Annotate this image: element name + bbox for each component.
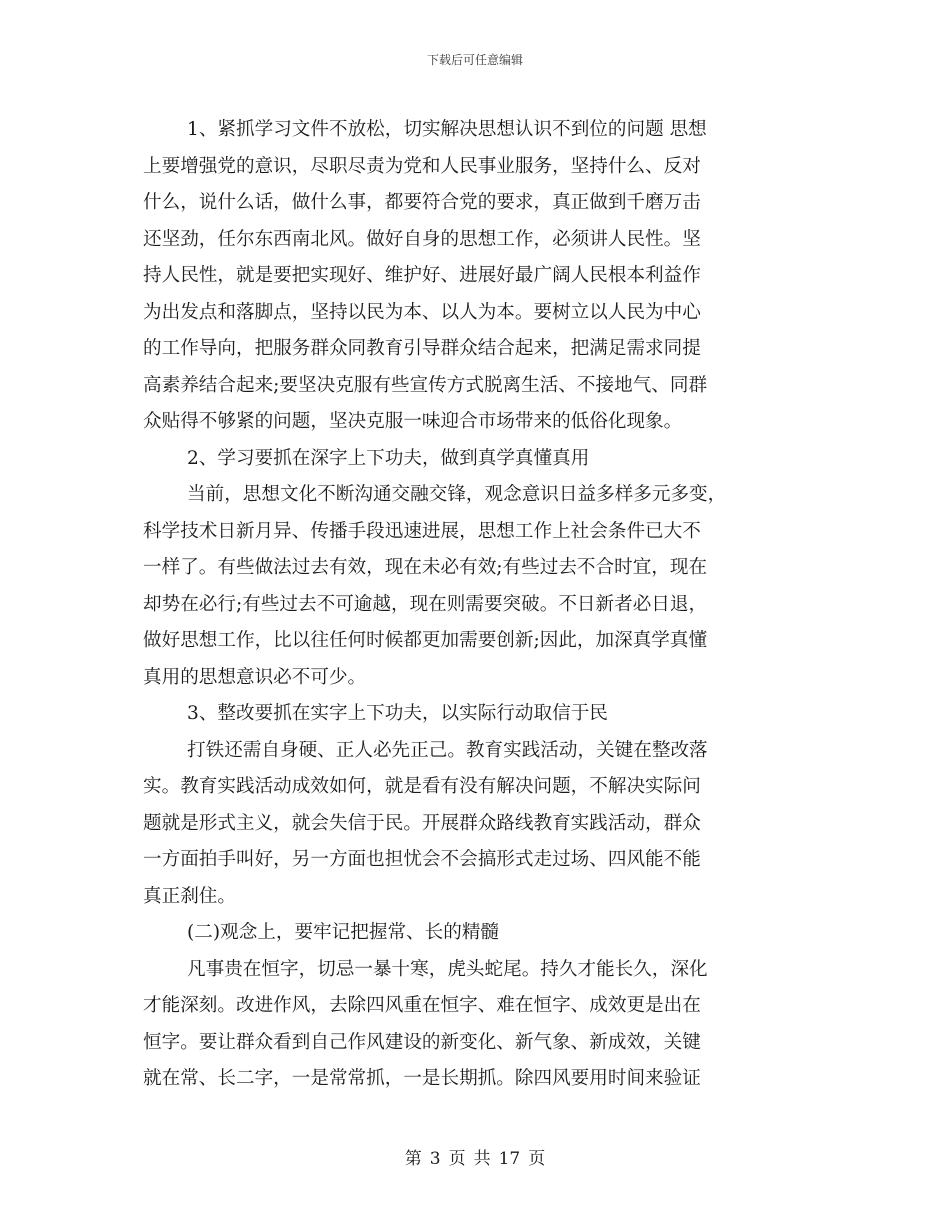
text-line: 什么，说什么话，做什么事，都要符合党的要求，真正做到千磨万击 [143, 192, 701, 213]
text-line: 持人民性，就是要把实现好、维护好、进展好最广阔人民根本利益作 [143, 265, 701, 286]
text-line: 一方面拍手叫好，另一方面也担忧会不会搞形式走过场、四风能不能 [143, 849, 701, 870]
text-line: 就在常、长二字，一是常常抓，一是长期抓。除四风要用时间来验证 [143, 1068, 701, 1089]
text-line: 恒字。要让群众看到自己作风建设的新变化、新气象、新成效，关键 [143, 1031, 701, 1053]
text-line: 真用的思想意识必不可少。 [143, 666, 367, 688]
text-line: 当前，思想文化不断沟通交融交锋，观念意识日益多样多元多变， [187, 484, 727, 505]
page-footer [0, 1148, 950, 1170]
text-line: 实。教育实践活动成效如何，就是看有没有解决问题，不解决实际问 [143, 776, 701, 797]
text-line: 才能深刻。改进作风，去除四风重在恒字、难在恒字、成效更是出在 [143, 995, 701, 1016]
text-line: 高素养结合起来;要坚决克服有些宣传方式脱离生活、不接地气、同群 [143, 374, 708, 396]
footer-gong: 共 [473, 1149, 491, 1169]
text-line: 的工作导向，把服务群众同教育引导群众结合起来，把满足需求同提 [143, 338, 701, 359]
text-line: 为出发点和落脚点，坚持以民为本、以人为本。要树立以人民为中心 [143, 301, 701, 323]
text-line: (二)观念上，要牢记把握常、长的精髓 [187, 922, 500, 943]
text-line: 却势在必行;有些过去不可逾越，现在则需要突破。不日新者必日退， [143, 593, 708, 615]
footer-page-number: 3 [429, 1149, 441, 1169]
text-line: 凡事贵在恒字，切忌一暴十寒，虎头蛇尾。持久才能长久，深化 [187, 958, 708, 980]
text-line: 3、整改要抓在实字上下功夫，以实际行动取信于民 [187, 703, 608, 724]
text-line: 众贴得不够紧的问题，坚决克服一味迎合市场带来的低俗化现象。 [143, 411, 683, 432]
text-line: 上要增强党的意识，尽职尽责为党和人民事业服务，坚持什么、反对 [143, 155, 701, 177]
text-line: 做好思想工作，比以往任何时候都更加需要创新;因此，加深真学真懂 [143, 630, 708, 651]
footer-ye-2: 页 [528, 1149, 546, 1169]
footer-ye: 页 [448, 1149, 466, 1169]
text-line: 一样了。有些做法过去有效，现在未必有效;有些过去不合时宜，现在 [143, 557, 708, 578]
text-line: 2、学习要抓在深字上下功夫，做到真学真懂真用 [187, 447, 590, 469]
page-header: 下载后可任意编辑 [426, 53, 523, 67]
text-line: 真正刹住。 [143, 885, 236, 907]
footer-total-pages: 17 [498, 1149, 521, 1169]
text-line: 打铁还需自身硬、正人必先正己。教育实践活动，关键在整改落 [187, 739, 708, 761]
text-line: 还坚劲，任尔东西南北风。做好自身的思想工作，必须讲人民性。坚 [143, 228, 701, 250]
footer-di: 第 [404, 1149, 422, 1169]
text-line: 题就是形式主义，就会失信于民。开展群众路线教育实践活动，群众 [143, 812, 701, 834]
document-body [143, 112, 805, 1098]
text-line: 1、紧抓学习文件不放松，切实解决思想认识不到位的问题 思想 [187, 119, 707, 140]
text-line: 科学技术日新月异、传播手段迅速进展，思想工作上社会条件已大不 [143, 520, 701, 542]
